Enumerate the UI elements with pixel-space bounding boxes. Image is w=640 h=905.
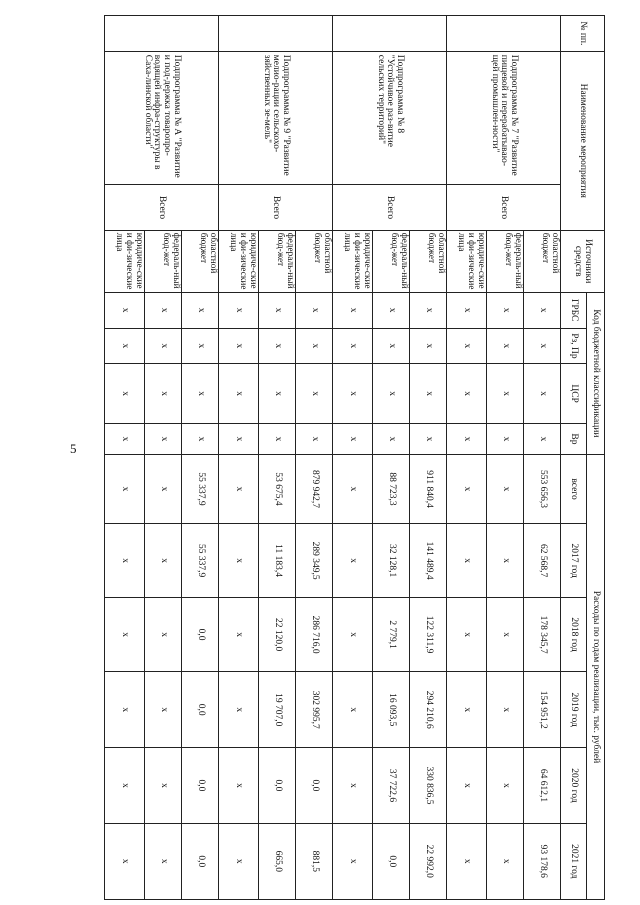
expense-2020-cell: х <box>487 748 524 823</box>
funding-source-cell: юридиче-ские и фи-зические лица <box>447 230 487 292</box>
expense-2017-cell: 55 337,9 <box>182 524 219 598</box>
table-row <box>524 16 561 900</box>
expense-total-cell: х <box>333 454 373 523</box>
expense-2020-cell: х <box>145 748 182 823</box>
code-vr-cell: х <box>333 423 373 454</box>
code-rzpr-cell: х <box>524 328 561 364</box>
expense-total-cell: 879 942,7 <box>296 454 333 523</box>
code-grbs-cell: х <box>296 292 333 328</box>
expense-total-cell: 55 337,9 <box>182 454 219 523</box>
expense-2017-cell: 141 489,4 <box>410 524 447 598</box>
header-total: всего <box>561 454 587 523</box>
expense-2020-cell: 64 612,1 <box>524 748 561 823</box>
code-csr-cell: х <box>524 364 561 424</box>
expense-2020-cell: х <box>447 748 487 823</box>
funding-source-cell: юридиче-ские и фи-зические лица <box>219 230 259 292</box>
expense-2021-cell: х <box>333 823 373 899</box>
header-code-group: Код бюджетной классификации <box>587 292 605 454</box>
expense-total-cell: х <box>105 454 145 523</box>
row-number-cell <box>447 16 561 52</box>
program-name-cell <box>447 51 561 185</box>
header-2020: 2020 год <box>561 748 587 823</box>
expense-2017-cell: 289 349,5 <box>296 524 333 598</box>
expense-total-cell: х <box>145 454 182 523</box>
program-name-cell <box>105 51 219 185</box>
code-rzpr-cell: х <box>145 328 182 364</box>
expense-2019-cell: 0,0 <box>182 672 219 748</box>
funding-source-cell: федераль-ный бюд-жет <box>259 230 296 292</box>
code-grbs-cell: х <box>487 292 524 328</box>
expense-2017-cell: х <box>105 524 145 598</box>
code-vr-cell: х <box>487 423 524 454</box>
expense-total-cell: 53 675,4 <box>259 454 296 523</box>
header-event: Наименование мероприятия <box>561 51 605 230</box>
expense-2019-cell: х <box>105 672 145 748</box>
table-row <box>296 16 333 900</box>
header-2018: 2018 год <box>561 598 587 672</box>
program-total-label: Всего <box>333 185 447 230</box>
code-rzpr-cell: х <box>182 328 219 364</box>
funding-source-cell: юридиче-ские и фи-зические лица <box>333 230 373 292</box>
expense-2021-cell: 665,0 <box>259 823 296 899</box>
expense-total-cell: х <box>487 454 524 523</box>
expense-2017-cell: 62 568,7 <box>524 524 561 598</box>
funding-source-cell: областной бюджет <box>182 230 219 292</box>
header-expenses-group: Расходы по годам реализации, тыс. рублей <box>587 454 605 899</box>
code-vr-cell: х <box>296 423 333 454</box>
code-grbs-cell: х <box>447 292 487 328</box>
code-vr-cell: х <box>105 423 145 454</box>
expense-2019-cell: 19 707,0 <box>259 672 296 748</box>
expense-2018-cell: х <box>219 598 259 672</box>
code-csr-cell: х <box>410 364 447 424</box>
code-rzpr-cell: х <box>373 328 410 364</box>
code-rzpr-cell: х <box>219 328 259 364</box>
table-row <box>182 16 219 900</box>
expense-2019-cell: 16 093,5 <box>373 672 410 748</box>
code-rzpr-cell: х <box>487 328 524 364</box>
expense-2018-cell: 286 716,0 <box>296 598 333 672</box>
expense-2021-cell: 22 992,0 <box>410 823 447 899</box>
expense-2017-cell: х <box>219 524 259 598</box>
code-rzpr-cell: х <box>447 328 487 364</box>
expense-2020-cell: 0,0 <box>182 748 219 823</box>
code-vr-cell: х <box>524 423 561 454</box>
expense-2021-cell: 0,0 <box>373 823 410 899</box>
code-rzpr-cell: х <box>410 328 447 364</box>
code-csr-cell: х <box>219 364 259 424</box>
code-rzpr-cell: х <box>296 328 333 364</box>
expense-2020-cell: х <box>219 748 259 823</box>
row-number-cell <box>333 16 447 52</box>
header-rzpr: Рз, Пр <box>561 328 587 364</box>
code-vr-cell: х <box>259 423 296 454</box>
expense-2019-cell: х <box>333 672 373 748</box>
code-grbs-cell: х <box>219 292 259 328</box>
expense-2018-cell: х <box>145 598 182 672</box>
expense-total-cell: 88 723,3 <box>373 454 410 523</box>
code-rzpr-cell: х <box>105 328 145 364</box>
expense-2021-cell: 93 178,6 <box>524 823 561 899</box>
expense-total-cell: х <box>219 454 259 523</box>
code-grbs-cell: х <box>105 292 145 328</box>
expense-2021-cell: х <box>145 823 182 899</box>
header-vr: Вр <box>561 423 587 454</box>
expense-2017-cell: 11 183,4 <box>259 524 296 598</box>
expense-2021-cell: х <box>219 823 259 899</box>
code-grbs-cell: х <box>259 292 296 328</box>
program-total-label: Всего <box>105 185 219 230</box>
program-total-label: Всего <box>447 185 561 230</box>
header-grbs: ГРБС <box>561 292 587 328</box>
expense-total-cell: 911 840,4 <box>410 454 447 523</box>
expense-2020-cell: 0,0 <box>296 748 333 823</box>
expense-2017-cell: х <box>447 524 487 598</box>
code-grbs-cell: х <box>524 292 561 328</box>
table-body <box>105 16 561 900</box>
expense-2019-cell: 154 951,2 <box>524 672 561 748</box>
expense-2019-cell: х <box>487 672 524 748</box>
expense-total-cell: х <box>447 454 487 523</box>
expense-2019-cell: х <box>145 672 182 748</box>
page-number: 5 <box>70 441 77 456</box>
funding-source-cell: федераль-ный бюд-жет <box>373 230 410 292</box>
funding-source-cell: областной бюджет <box>524 230 561 292</box>
program-total-label: Всего <box>219 185 333 230</box>
expense-2021-cell: х <box>487 823 524 899</box>
expense-2021-cell: 0,0 <box>182 823 219 899</box>
expense-2019-cell: 302 995,7 <box>296 672 333 748</box>
expense-2019-cell: х <box>219 672 259 748</box>
code-vr-cell: х <box>145 423 182 454</box>
code-csr-cell: х <box>105 364 145 424</box>
header-num: № пп. <box>561 16 605 52</box>
expense-2020-cell: 37 722,6 <box>373 748 410 823</box>
header-2017: 2017 год <box>561 524 587 598</box>
code-rzpr-cell: х <box>333 328 373 364</box>
code-csr-cell: х <box>296 364 333 424</box>
expense-2020-cell: 330 836,5 <box>410 748 447 823</box>
expense-2018-cell: 178 345,7 <box>524 598 561 672</box>
code-vr-cell: х <box>410 423 447 454</box>
header-2019: 2019 год <box>561 672 587 748</box>
expense-2021-cell: х <box>447 823 487 899</box>
code-vr-cell: х <box>219 423 259 454</box>
funding-source-cell: федераль-ный бюд-жет <box>487 230 524 292</box>
expense-2021-cell: 881,5 <box>296 823 333 899</box>
expense-2020-cell: х <box>333 748 373 823</box>
code-grbs-cell: х <box>410 292 447 328</box>
code-csr-cell: х <box>447 364 487 424</box>
expense-2017-cell: х <box>145 524 182 598</box>
budget-table <box>104 15 605 900</box>
expense-2018-cell: 0,0 <box>182 598 219 672</box>
code-rzpr-cell: х <box>259 328 296 364</box>
code-vr-cell: х <box>373 423 410 454</box>
code-csr-cell: х <box>145 364 182 424</box>
row-number-cell <box>105 16 219 52</box>
expense-2019-cell: х <box>447 672 487 748</box>
rotated-table-container <box>90 15 605 900</box>
funding-source-cell: областной бюджет <box>296 230 333 292</box>
program-name-cell <box>219 51 333 185</box>
code-grbs-cell: х <box>145 292 182 328</box>
program-name-cell <box>333 51 447 185</box>
row-number-cell <box>219 16 333 52</box>
funding-source-cell: юридиче-ские и фи-зические лица <box>105 230 145 292</box>
code-csr-cell: х <box>333 364 373 424</box>
code-grbs-cell: х <box>333 292 373 328</box>
expense-2019-cell: 294 210,6 <box>410 672 447 748</box>
code-vr-cell: х <box>182 423 219 454</box>
expense-2017-cell: х <box>333 524 373 598</box>
code-csr-cell: х <box>487 364 524 424</box>
expense-2018-cell: 22 120,0 <box>259 598 296 672</box>
expense-2021-cell: х <box>105 823 145 899</box>
expense-2020-cell: х <box>105 748 145 823</box>
expense-2018-cell: 122 311,9 <box>410 598 447 672</box>
expense-2018-cell: х <box>105 598 145 672</box>
code-vr-cell: х <box>447 423 487 454</box>
expense-total-cell: 553 656,3 <box>524 454 561 523</box>
program-name: Подпрограмма № 8 "Устойчивое раз-витие сельских территорий" <box>375 54 406 147</box>
header-source: Источники средств <box>561 230 605 292</box>
code-csr-cell: х <box>182 364 219 424</box>
funding-source-cell: федераль-ный бюд-жет <box>145 230 182 292</box>
funding-source-cell: областной бюджет <box>410 230 447 292</box>
code-grbs-cell: х <box>182 292 219 328</box>
code-grbs-cell: х <box>373 292 410 328</box>
code-csr-cell: х <box>373 364 410 424</box>
header-csr: ЦСР <box>561 364 587 424</box>
expense-2017-cell: 32 128,1 <box>373 524 410 598</box>
code-csr-cell: х <box>259 364 296 424</box>
header-2021: 2021 год <box>561 823 587 899</box>
program-name: Подпрограмма № 9 "Развитие мелио-рации сельскохо-зяйственных зе-мель" <box>261 54 292 176</box>
program-name: Подпрограмма № 7 "Развитие пищевой и перерабатываю-щей промышлен-ности" <box>489 54 520 176</box>
table-row <box>410 16 447 900</box>
expense-2018-cell: х <box>333 598 373 672</box>
expense-2017-cell: х <box>487 524 524 598</box>
expense-2020-cell: 0,0 <box>259 748 296 823</box>
expense-2018-cell: х <box>447 598 487 672</box>
expense-2018-cell: х <box>487 598 524 672</box>
program-name: Подпрограмма № А "Развитие и под-держка товаропро-водящей инфра-структуры в Саха-линской области" <box>142 54 183 178</box>
expense-2018-cell: 2 779,1 <box>373 598 410 672</box>
